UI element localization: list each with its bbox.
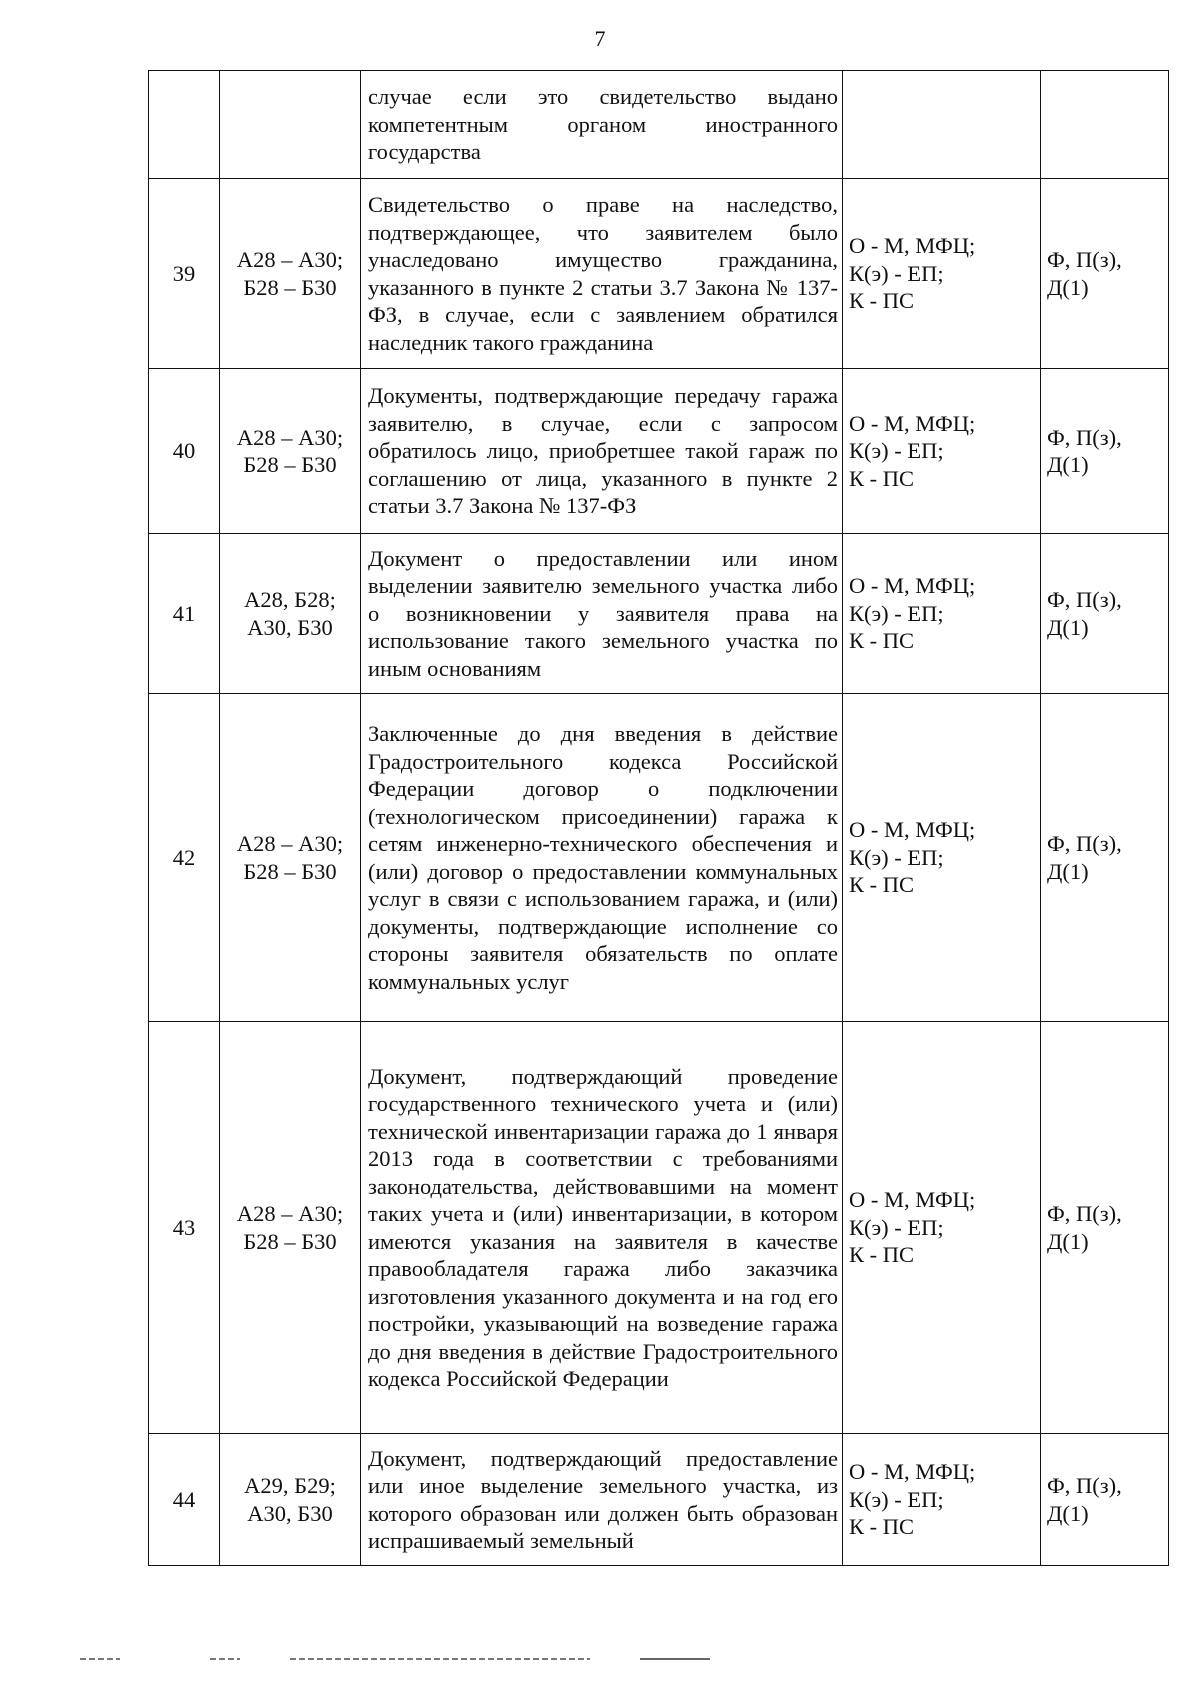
row-number: 43 xyxy=(149,1022,220,1434)
row-document-description: случае если это свидетельство выдано компетентным органом иностранного государства xyxy=(361,71,843,179)
table-row xyxy=(149,694,1169,1022)
row-document-form: Ф, П(з), Д(1) xyxy=(1041,179,1169,369)
row-number: 42 xyxy=(149,694,220,1022)
table-row xyxy=(149,71,1169,179)
row-number: 39 xyxy=(149,179,220,369)
row-reference: А29, Б29; А30, Б30 xyxy=(220,1434,361,1566)
row-document-description: Документ о предоставлении или ином выделении заявителю земельного участка либо о возникновении у заявителя права на использование такого земельного участка по иным основаниям xyxy=(361,534,843,694)
row-document-form: Ф, П(з), Д(1) xyxy=(1041,694,1169,1022)
footer-scan-artifact xyxy=(80,1658,680,1662)
row-submission-method: О - М, МФЦ; К(э) - ЕП; К - ПС xyxy=(843,534,1041,694)
row-reference: А28 – А30; Б28 – Б30 xyxy=(220,1022,361,1434)
row-reference: А28, Б28; А30, Б30 xyxy=(220,534,361,694)
row-submission-method xyxy=(843,71,1041,179)
row-document-form: Ф, П(з), Д(1) xyxy=(1041,1022,1169,1434)
row-document-description: Документ, подтверждающий проведение государственного технического учета и (или) технической инвентаризации гаража до 1 января 2013 года в соответствии с требованиями законодательства, действовавшими на момент таких учета и (или) инвентаризации, в котором имеются указания на заявителя в качестве правообладателя гаража либо заказчика изготовления указанного документа и на год его постройки, указывающий на возведение гаража до дня введения в действие Градостроительного кодекса Российской Федерации xyxy=(361,1022,843,1434)
row-submission-method: О - М, МФЦ; К(э) - ЕП; К - ПС xyxy=(843,179,1041,369)
documents-table xyxy=(148,70,1169,1566)
row-number: 41 xyxy=(149,534,220,694)
row-reference: А28 – А30; Б28 – Б30 xyxy=(220,694,361,1022)
row-document-form: Ф, П(з), Д(1) xyxy=(1041,1434,1169,1566)
row-reference xyxy=(220,71,361,179)
row-document-description: Документ, подтверждающий предоставление или иное выделение земельного участка, из которого образован или должен быть образован испрашиваемый земельный xyxy=(361,1434,843,1566)
row-submission-method: О - М, МФЦ; К(э) - ЕП; К - ПС xyxy=(843,369,1041,534)
row-document-description: Свидетельство о праве на наследство, подтверждающее, что заявителем было унаследовано имущество гражданина, указанного в пункте 2 статьи 3.7 Закона № 137-ФЗ, в случае, если с заявлением обратился наследник такого гражданина xyxy=(361,179,843,369)
row-submission-method: О - М, МФЦ; К(э) - ЕП; К - ПС xyxy=(843,1434,1041,1566)
row-document-description: Документы, подтверждающие передачу гаража заявителю, в случае, если с запросом обратилось лицо, приобретшее такой гараж по соглашению от лица, указанного в пункте 2 статьи 3.7 Закона № 137-ФЗ xyxy=(361,369,843,534)
row-document-form: Ф, П(з), Д(1) xyxy=(1041,534,1169,694)
row-number: 44 xyxy=(149,1434,220,1566)
table-row xyxy=(149,1022,1169,1434)
row-reference: А28 – А30; Б28 – Б30 xyxy=(220,369,361,534)
table-row xyxy=(149,534,1169,694)
row-number: 40 xyxy=(149,369,220,534)
row-reference: А28 – А30; Б28 – Б30 xyxy=(220,179,361,369)
row-document-form xyxy=(1041,71,1169,179)
row-number xyxy=(149,71,220,179)
row-submission-method: О - М, МФЦ; К(э) - ЕП; К - ПС xyxy=(843,694,1041,1022)
row-submission-method: О - М, МФЦ; К(э) - ЕП; К - ПС xyxy=(843,1022,1041,1434)
table-row xyxy=(149,1434,1169,1566)
page-number: 7 xyxy=(594,26,606,51)
table-row xyxy=(149,369,1169,534)
row-document-description: Заключенные до дня введения в действие Градостроительного кодекса Российской Федерации договор о подключении (технологическом присоединении) гаража к сетям инженерно-технического обеспечения и (или) договор о предоставлении коммунальных услуг в связи с использованием гаража, и (или) документы, подтверждающие исполнение со стороны заявителя обязательств по оплате коммунальных услуг xyxy=(361,694,843,1022)
table-row xyxy=(149,179,1169,369)
row-document-form: Ф, П(з), Д(1) xyxy=(1041,369,1169,534)
